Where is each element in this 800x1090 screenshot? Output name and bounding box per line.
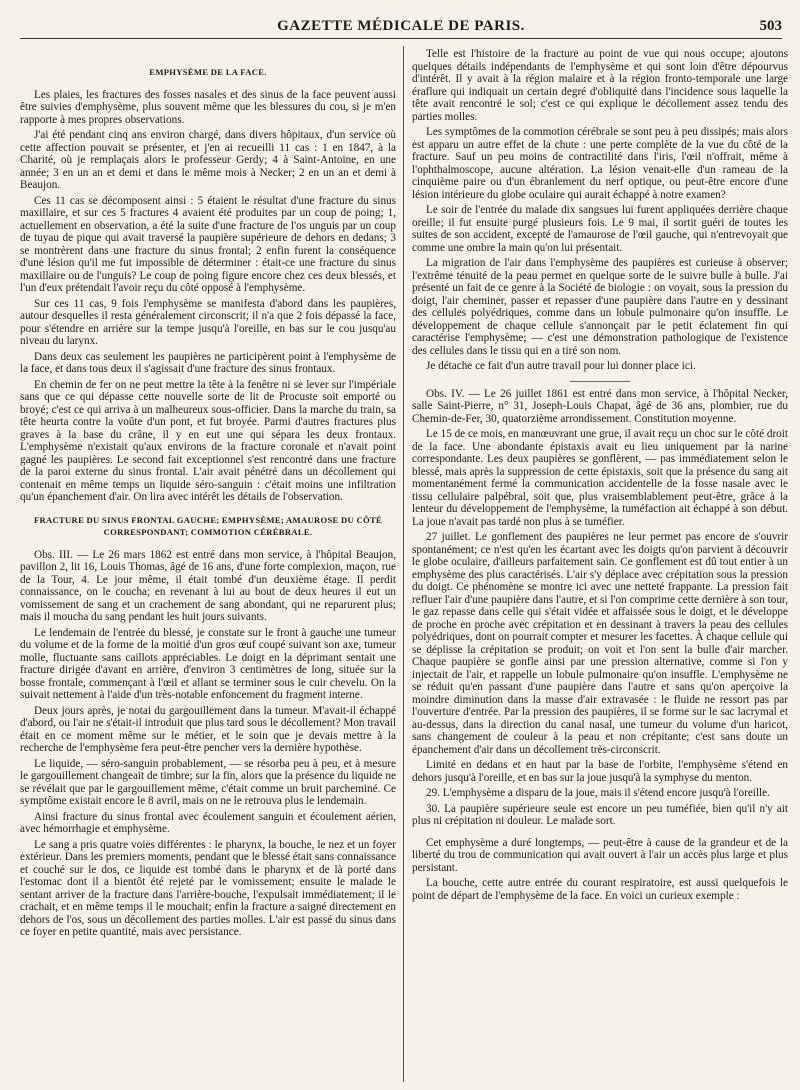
page-number: 503 (759, 18, 782, 34)
paragraph: 29. L'emphysème a disparu de la joue, mais il s'étend encore jusqu'à l'oreille. (426, 787, 770, 799)
paragraph: Le liquide, — séro-sanguin probablement, — se résorba peu à peu, et à mesure le gargouillement changeait de timbre; sur la fin, alors que la présence du liquide ne se révélait que par le gargouillement même, c'était comme un bruit parcheminé. Ce symptôme existait encore le 8 avril, mais on ne le retrouva plus le lendemain. (20, 757, 396, 807)
paragraph: Sur ces 11 cas, 9 fois l'emphysème se manifesta d'abord dans les paupières, autour desquelles il resta généralement circonscrit; il n'a que 2 fois dépassé la face, pour s'étendre en arrière sur la tempe jusqu'à l'oreille, en bas sur le cou jusqu'au niveau du larynx. (20, 297, 396, 347)
paragraph: La bouche, cette autre entrée du courant respiratoire, est aussi quelquefois le point de départ de l'emphysème de la face. En voici un curieux exemple : (412, 877, 788, 902)
left-column (20, 48, 396, 942)
paragraph: Les symptômes de la commotion cérébrale se sont peu à peu dissipés; mais alors est apparu un autre effet de la chute : une perte complète de la vue du côté de la fracture. Sauf un peu moins de contractilité dans l'iris, l'œil n'offrait, même à l'ophthalmoscope, aucune altération. La lésion venait-elle d'un rameau de la cinquième paire ou d'un ébranlement du nerf optique, ou peut-être encore d'une lésion intérieure du globe oculaire qui aurait échappé à notre examen? (412, 126, 788, 201)
paragraph: 30. La paupière supérieure seule est encore un peu tuméfiée, bien qu'il n'y ait plus ni crépitation ni douleur. Le malade sort. (412, 802, 788, 827)
section-separator (570, 381, 630, 382)
paragraph: Obs. III. — Le 26 mars 1862 est entré dans mon service, à l'hôpital Beaujon, pavillon 2, lit 16, Louis Thomas, âgé de 16 ans, d'une forte complexion, maçon, rue de la Tour, 4. Le jour même, il était tombé d'un deuxième étage. Il perdit connaissance, on le coucha; en revenant à lui au bout de deux heures il eut un vomissement de sang et un crachement de sang abondant, qui ne reparurent plus; mais il moucha du sang pendant les huit jours suivants. (20, 548, 396, 623)
right-column (412, 48, 788, 905)
paragraph: Telle est l'histoire de la fracture au point de vue qui nous occupe; ajoutons quelques détails indépendants de l'emphysème et qui sont loin d'être dépourvus d'intérêt. Il y avait à la région malaire et à la région fronto-temporale une large éraflure qui indiquait un certain degré d'obliquité dans l'incidence sous laquelle la tête avait rencontré le sol; c'est ce qui explique le décollement assez tendu des parties molles. (412, 48, 788, 123)
paragraph: Le lendemain de l'entrée du blessé, je constate sur le front à gauche une tumeur du volume et de la forme de la moitié d'un gros œuf coupé suivant son axe, tumeur molle, fluctuante sans caillots appréciables. Le doigt en la déprimant sentait une fracture dirigée d'avant en arrière, d'environ 3 centimètres de long, située sur la bosse frontale, commençant à l'œil et allant se terminer sous le cuir chevelu. On la suivait nettement à l'aide d'un très-notable enfoncement du fragment interne. (20, 626, 396, 701)
column-divider (403, 46, 404, 1082)
paragraph: Ces 11 cas se décomposent ainsi : 5 étaient le résultat d'une fracture du sinus maxillaire, et sur ces 5 fractures 4 avaient été produites par un coup de poing; 1, actuellement en observation, a été la suite d'une fracture de l'os unguis par un coup de tuyau de pique qui avait traversé la paupière supérieure de dehors en dedans; 3 se montrèrent dans une fracture du sinus frontal; 2 enfin furent la conséquence d'une lésion qu'il me fut impossible de déterminer : était-ce une fracture du sinus maxillaire ou de l'unguis? Le coup de poing figure encore chez ces deux blessés, et l'un d'eux prétendait l'avoir reçu du côté opposé à l'emphysème. (20, 194, 396, 294)
paragraph: Le sang a pris quatre voies différentes : le pharynx, la bouche, le nez et un foyer extérieur. Dans les premiers moments, pendant que le blessé était sans connaissance et couché sur le dos, ce liquide est tombé dans le pharynx et de là porté dans l'estomac dont il a bientôt été rejeté par le vomissement; ensuite le malade le sentant arriver de la fracture dans l'arrière-bouche, l'expulsait immédiatement; il le crachait, et en même temps il le mouchait; enfin la fracture a saigné directement en dehors de l'os, sous un décollement des parties molles. L'air est passé du sinus dans ce foyer en petite quantité, mais avec persistance. (20, 838, 396, 938)
paragraph: En chemin de fer on ne peut mettre la tête à la fenêtre ni se lever sur l'impériale sans que ce qui dépasse cette nouvelle sorte de lit de Procuste soit emporté ou broyé; c'est ce qui arriva à un malheureux sous-officier. Dans la marche du train, sa tête heurta contre la voûte d'un pont, et fut broyée. Parmi d'autres fractures plus graves à la base du crâne, il y en eut une qui sépara les deux frontaux. L'emphysème n'existait qu'aux environs de la fracture coronale et n'avait point gagné les paupières. Le second fait exceptionnel s'est rencontré dans une fracture de la paroi externe du sinus frontal. L'air avait pénétré dans un décollement qui contenait en même temps un liquide séro-sanguin : c'était moins une infiltration qu'un épanchement d'air. On lira avec intérêt les détails de l'observation. (20, 378, 396, 503)
paragraph: La migration de l'air dans l'emphysème des paupières est curieuse à observer; l'extrême ténuité de la peau permet en quelque sorte de le suivre bulle à bulle. J'ai présenté un fait de ce genre à la Société de biologie : on voyait, sous la pression du doigt, l'air cheminer, passer et repasser d'une paupière dans l'autre en y dessinant des cellules polyédriques, comme dans un lobule pulmonaire qu'on insuffle. Le développement de chaque cellule s'annonçait par le petit éclatement fin qui caractérise l'emphysème; — c'est une démonstration pathologique de l'existence des cellules dans le tissu qui en a tiré son nom. (412, 257, 788, 357)
paragraph: Le soir de l'entrée du malade dix sangsues lui furent appliquées derrière chaque oreille; il fut ensuite purgé plusieurs fois. Le 9 mai, il sortit guéri de toutes les suites de son accident, excepté de l'amaurose de l'œil gauche, qui n'entrevoyait que comme une ombre la main qu'on lui présentait. (412, 204, 788, 254)
publication-title: GAZETTE MÉDICALE DE PARIS. (277, 18, 525, 34)
paragraph: 27 juillet. Le gonflement des paupières ne leur permet pas encore de s'ouvrir spontanément; ce n'est qu'en les écartant avec les doigts qu'on parvient à découvrir le globe oculaire, d'ailleurs parfaitement sain. Ce gonflement est dû tout entier à un emphysème des plus caractérisés. L'air s'y déplace avec crépitation sous la pression du doigt. Ce phénomène se montre ici avec une netteté frappante. La pression fait refluer l'air d'une paupière dans l'autre, et si l'on comprime cette dernière à son tour, le gaz repasse dans celle qui s'était vidée et affaissée sous le doigt, et le développe de proche en proche avec crépitation et en dessinant à travers la peau des cellules polyédriques, dont on pourrait compter et mesurer les facettes. À chaque cellule qui se déplisse la crépitation se produit; on voit et l'on sent la bulle d'air marcher. Chaque paupière se gonfle ainsi par une pression alternative, comme si l'on y injectait de l'air, et rappelle un lobule pulmonaire qu'on insuffle. L'emphysème ne se réduit qu'en passant d'une paupière dans l'autre et sans qu'on aperçoive la moindre diminution dans la masse d'air extravasée : le fluide ne ressort pas par l'ouverture d'entrée. Par la pression des paupières, il se forme sur le sac lacrymal et au-dessus, dans la direction du canal nasal, une tumeur du volume d'un haricot, sans changement de couleur à la peau et non crépitante; c'est sans doute un épanchement d'air dans un décollement très-circonscrit. (412, 531, 788, 756)
section-heading-emphysema: EMPHYSÈME DE LA FACE. (149, 67, 267, 77)
paragraph: Deux jours après, je notai du gargouillement dans la tumeur. M'avait-il échappé d'abord, ou l'air ne s'était-il introduit que plus tard sous le décollement? Mon travail était en ce moment même sur le métier, et le soin que je devais mettre à la recherche de l'emphysème fera peut-être pencher vers la dernière hypothèse. (20, 704, 396, 754)
paragraph: Obs. IV. — Le 26 juillet 1861 est entré dans mon service, à l'hôpital Necker, salle Saint-Pierre, n° 31, Joseph-Louis Chapat, âgé de 36 ans, plombier, rue du Chemin-de-Fer, 30, quatorzième arrondissement. Constitution moyenne. (412, 387, 788, 425)
running-head (20, 16, 782, 39)
paragraph: Je détache ce fait d'un autre travail pour lui donner place ici. (426, 360, 696, 372)
paragraph: Limité en dedans et en haut par la base de l'orbite, l'emphysème s'étend en dehors jusqu'à l'oreille, et en bas sur la joue jusqu'à la symphyse du menton. (412, 759, 788, 784)
section-heading-frontal-fracture: FRACTURE DU SINUS FRONTAL GAUCHE; EMPHYSÈME; AMAUROSE DU CÔTÉ CORRESPONDANT; COMMOTION CÉRÉBRALE. (33, 514, 383, 537)
paragraph: Les plaies, les fractures des fosses nasales et des sinus de la face peuvent aussi être suivies d'emphysème, plus souvent même que les blessures du cou, si je m'en rapporte à mes propres observations. (20, 88, 396, 126)
paragraph: Dans deux cas seulement les paupières ne participèrent point à l'emphysème de la face, et dans tous deux il s'agissait d'une fracture des sinus frontaux. (20, 350, 396, 375)
paragraph: J'ai été pendant cinq ans environ chargé, dans divers hôpitaux, d'un service où cette affection pouvait se présenter, et j'en ai recueilli 11 cas : 1 en 1847, à la Charité, où je remplaçais alors le professeur Gerdy; 4 à Saint-Antoine, en une année; 3 en un an et demi et dans le même mois à Necker; 2 en un an et demi à Beaujon. (20, 129, 396, 191)
paragraph: Le 15 de ce mois, en manœuvrant une grue, il avait reçu un choc sur le côté droit de la face. Une abondante épistaxis avait eu lieu uniquement par la narine correspondante. Les deux paupières se gonflèrent, — pas immédiatement selon le blessé, mais après la suppression de cette épistaxis, soit que la présence du sang ait momentanément fermé la communication accidentelle de la fosse nasale avec le tissu cellulaire palpébral, soit que, plus vraisemblablement peut-être, grâce à la lenteur du développement de l'emphysème, la tuméfaction ait échappé à son début. La joue n'avait pas tardé non plus à se tuméfier. (412, 428, 788, 528)
paragraph: Cet emphysème a duré longtemps, — peut-être à cause de la grandeur et de la liberté du trou de communication qui avait ouvert à l'air un accès plus large et plus persistant. (412, 836, 788, 874)
paragraph: Ainsi fracture du sinus frontal avec écoulement sanguin et écoulement aérien, avec hémorrhagie et emphysème. (20, 810, 396, 835)
